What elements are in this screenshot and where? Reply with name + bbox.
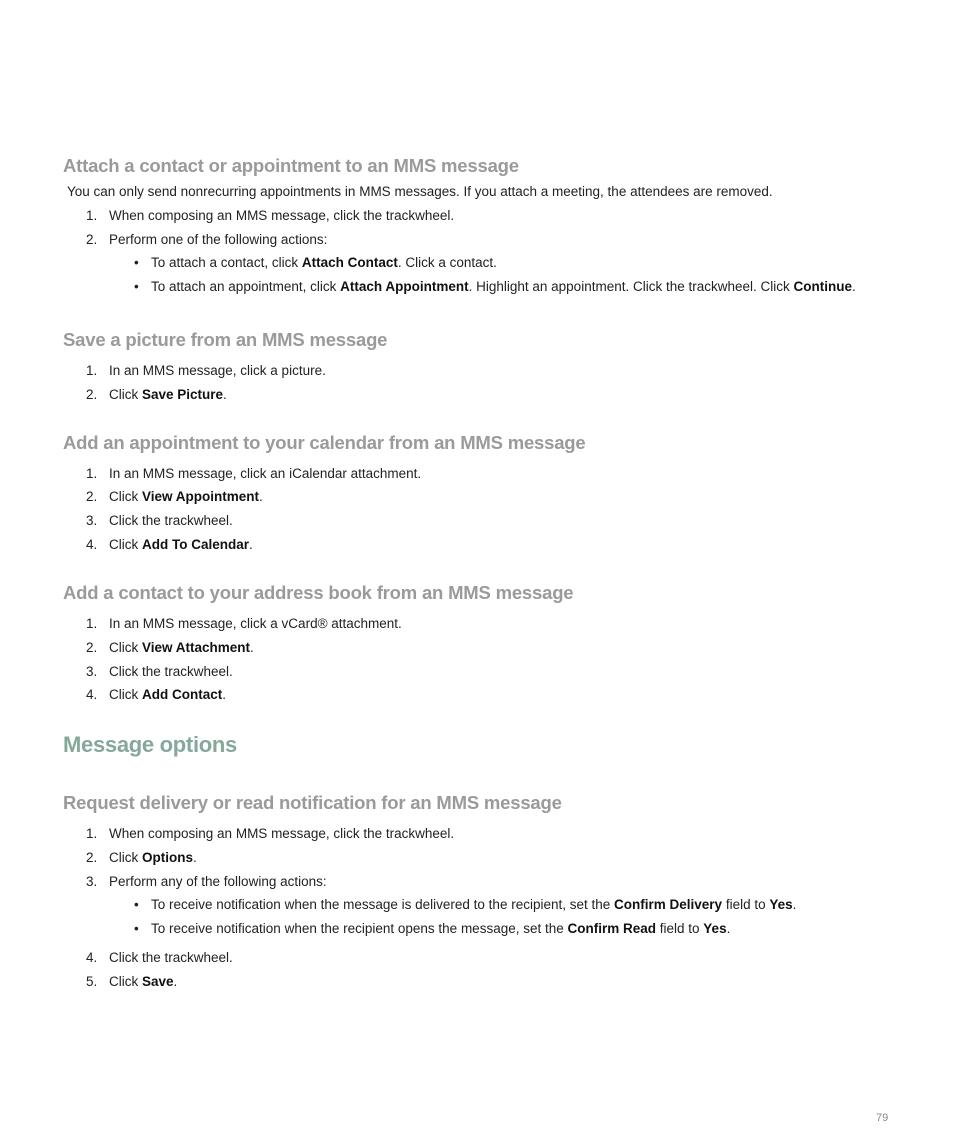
list-item (86, 513, 233, 528)
step-text: . (173, 974, 178, 989)
step-text: Click (109, 489, 142, 504)
list-item (86, 232, 327, 247)
bullet-icon: • (134, 897, 139, 912)
list-item (86, 387, 227, 402)
ui-term: Options (142, 850, 193, 865)
step-text: When composing an MMS message, click the trackwheel. (109, 208, 455, 223)
list-item (86, 687, 226, 702)
section-heading: Save a picture from an MMS message (63, 329, 388, 350)
step-number: 3. (86, 664, 98, 679)
step-number: 1. (86, 363, 98, 378)
bullet-item (134, 279, 856, 294)
list-item (86, 466, 421, 481)
bullet-text: . (792, 897, 797, 912)
bullet-text: . (726, 921, 731, 936)
step-text: Click (109, 974, 142, 989)
list-item (86, 950, 233, 965)
intro-paragraph: You can only send nonrecurring appointments in MMS messages. If you attach a meeting, the attendees are removed. (67, 184, 773, 199)
list-item (86, 664, 233, 679)
step-number: 1. (86, 826, 98, 841)
ui-term: View Attachment (142, 640, 251, 655)
list-item (86, 850, 197, 865)
ui-term: Confirm Delivery (614, 897, 723, 912)
bullet-text: To receive notification when the recipient opens the message, set the (151, 921, 568, 936)
ui-term: Confirm Read (567, 921, 657, 936)
step-text: Perform any of the following actions: (109, 874, 327, 889)
list-item (86, 537, 253, 552)
ui-term: Attach Appointment (340, 279, 469, 294)
list-item (86, 489, 263, 504)
bullet-icon: • (134, 921, 139, 936)
step-text: . (193, 850, 197, 865)
bullet-text: To attach a contact, click (151, 255, 302, 270)
step-number: 1. (86, 208, 98, 223)
step-text: Click the trackwheel. (109, 950, 233, 965)
list-item (86, 640, 254, 655)
step-text: In an MMS message, click a vCard® attachment. (109, 616, 402, 631)
step-text: Click (109, 687, 142, 702)
bullet-text: field to (656, 921, 704, 936)
bullet-text: . Highlight an appointment. Click the trackwheel. Click (468, 279, 794, 294)
page-number: 79 (876, 1112, 889, 1124)
step-number: 4. (86, 687, 98, 702)
step-number: 1. (86, 466, 98, 481)
ui-term: Continue (793, 279, 853, 294)
ui-term: Yes (703, 921, 727, 936)
bullet-item (134, 897, 796, 912)
step-text: When composing an MMS message, click the trackwheel. (109, 826, 455, 841)
bullet-text: To attach an appointment, click (151, 279, 341, 294)
step-number: 1. (86, 616, 98, 631)
step-number: 4. (86, 950, 98, 965)
step-text: Click (109, 537, 142, 552)
bullet-icon: • (134, 255, 139, 270)
step-text: Perform one of the following actions: (109, 232, 328, 247)
ui-term: Save Picture (142, 387, 224, 402)
chapter-title: Message options (63, 732, 237, 757)
section-heading: Attach a contact or appointment to an MMS message (63, 155, 519, 176)
step-number: 2. (86, 489, 98, 504)
bullet-item (134, 921, 730, 936)
step-text: . (259, 489, 263, 504)
bullet-text: To receive notification when the message is delivered to the recipient, set the (151, 897, 615, 912)
list-item (86, 826, 454, 841)
step-text: Click the trackwheel. (109, 664, 233, 679)
step-number: 3. (86, 874, 98, 889)
step-text: . (249, 537, 253, 552)
ui-term: View Appointment (142, 489, 260, 504)
section-heading: Add a contact to your address book from an MMS message (63, 582, 574, 603)
section-heading: Add an appointment to your calendar from an MMS message (63, 432, 586, 453)
list-item (86, 974, 177, 989)
step-number: 2. (86, 640, 98, 655)
ui-term: Add To Calendar (142, 537, 250, 552)
step-number: 5. (86, 974, 98, 989)
step-number: 3. (86, 513, 98, 528)
list-item (86, 363, 326, 378)
step-number: 4. (86, 537, 98, 552)
step-text: In an MMS message, click an iCalendar attachment. (109, 466, 422, 481)
step-text: Click (109, 387, 142, 402)
bullet-item (134, 255, 497, 270)
step-text: Click (109, 850, 142, 865)
step-text: . (222, 687, 227, 702)
list-item (86, 616, 402, 631)
step-text: Click the trackwheel. (109, 513, 233, 528)
step-text: . (223, 387, 227, 402)
step-number: 2. (86, 232, 98, 247)
ui-term: Attach Contact (301, 255, 398, 270)
ui-term: Save (142, 974, 174, 989)
bullet-text: . Click a contact. (397, 255, 497, 270)
step-text: Click (109, 640, 142, 655)
ui-term: Add Contact (142, 687, 223, 702)
step-number: 2. (86, 850, 98, 865)
step-text: . (250, 640, 254, 655)
ui-term: Yes (769, 897, 793, 912)
section-heading: Request delivery or read notification for an MMS message (63, 792, 562, 813)
list-item (86, 208, 454, 223)
bullet-text: field to (722, 897, 770, 912)
bullet-text: . (852, 279, 856, 294)
step-text: In an MMS message, click a picture. (109, 363, 326, 378)
list-item (86, 874, 327, 889)
step-number: 2. (86, 387, 98, 402)
bullet-icon: • (134, 279, 139, 294)
